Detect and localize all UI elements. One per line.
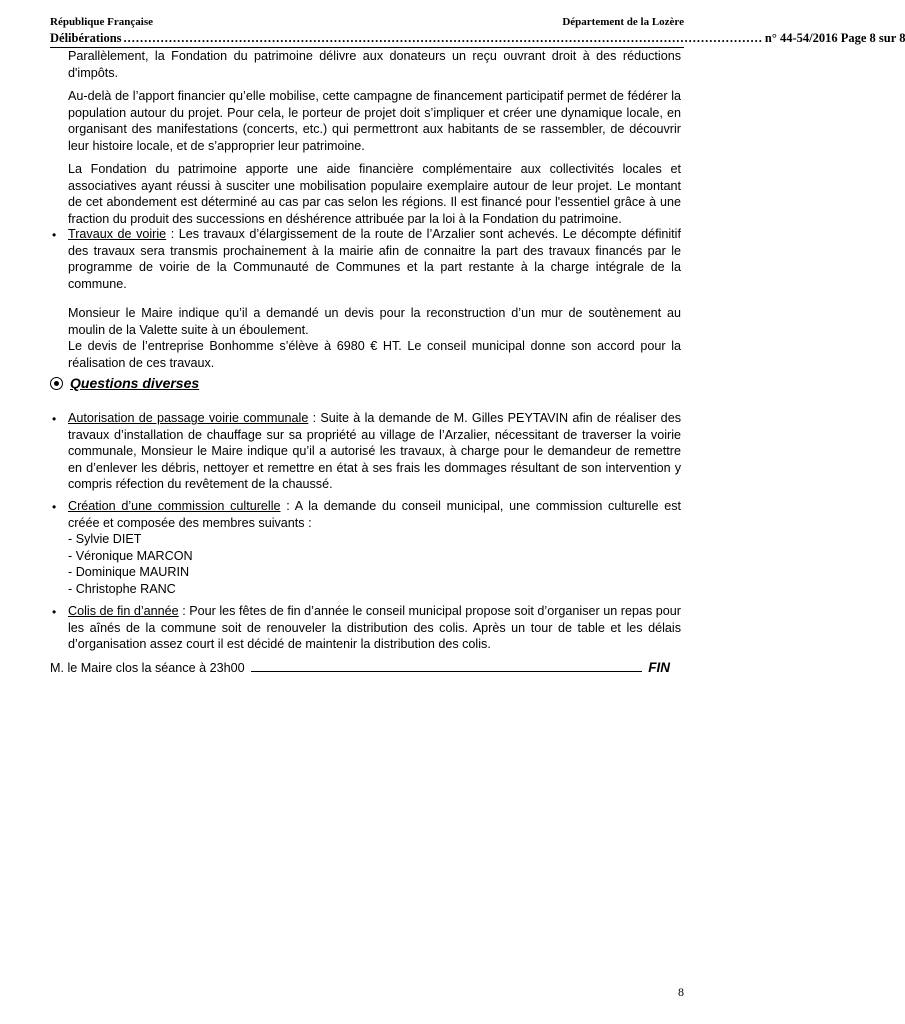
paragraph-devis-bonhomme: Le devis de l’entreprise Bonhomme s’élève à 6980 € HT. Le conseil municipal donne son accord pour la réalisation de ces travaux.	[68, 339, 681, 370]
bullet-autorisation: •	[52, 412, 57, 426]
closing-underline	[251, 659, 643, 672]
colis-text: : Pour les fêtes de fin d’année le conseil municipal propose soit d’organiser un repas pour les aînés de la commune soit de renouveler la distribution des colis. Après un tour de table et les délais d’organisation assez court il est décidé de maintenir la distribution des colis.	[68, 604, 681, 652]
travaux-text: : Les travaux d’élargissement de la route de l’Arzalier sont achevés. Le décompte définitif des travaux sera transmis prochainement à la mairie afin de connaitre la part des travaux financés par le programme de voirie de la Communauté de Communes et la part restante à la charge intégrale de la commune.	[68, 227, 681, 291]
item-colis-fin-annee	[68, 603, 681, 653]
bullet-colis: •	[52, 605, 57, 619]
header-page-ref: Page 8 sur 8	[840, 31, 905, 45]
item-autorisation-passage	[68, 410, 681, 493]
fin-label: FIN	[648, 660, 670, 675]
paragraph-financement-participatif: Au-delà de l’apport financier qu’elle mobilise, cette campagne de financement participatif permet de fédérer la population autour du projet. Pour cela, le porteur de projet doit s’impliquer et créer une dynamique locale, en organisant des manifestations (concerts, etc.) qui permettront aux habitants de se rassembler, de découvrir leur histoire locale, et de s’approprier leur patrimoine.	[68, 89, 681, 153]
commission-members-list	[68, 531, 193, 597]
travaux-title: Travaux de voirie	[68, 227, 167, 241]
paragraph-mur-soutenement: Monsieur le Maire indique qu’il a demandé un devis pour la reconstruction d’un mur de soutènement au moulin de la Valette suite à un éboulement.	[68, 306, 681, 337]
paragraph-aide-financiere: La Fondation du patrimoine apporte une aide financière complémentaire aux collectivités locales et associatives ayant réussi à susciter une mobilisation populaire exemplaire autour de leur projet. Le montant de cet abondement est déterminé au cas par cas selon les régions. Il est financé pour l'essentiel grâce à une fraction du produit des successions en déshérence attribuée par la loi à la Fondation du patrimoine.	[68, 162, 681, 226]
section-questions-diverses	[50, 375, 199, 391]
member-item: - Véronique MARCON	[68, 548, 193, 563]
commission-text: : A la demande du conseil municipal, une commission culturelle est créée et composée des membres suivants :	[68, 499, 681, 530]
paragraph-fondation-recu: Parallèlement, la Fondation du patrimoine délivre aux donateurs un reçu ouvrant droit à des réductions d'impôts.	[68, 49, 681, 80]
page-number: 8	[678, 985, 684, 999]
page-header-top	[50, 16, 684, 29]
commission-title: Création d’une commission culturelle	[68, 499, 281, 513]
member-item: - Sylvie DIET	[68, 532, 142, 546]
autorisation-title: Autorisation de passage voirie communale	[68, 411, 309, 425]
section-title-label: Questions diverses	[70, 375, 200, 391]
page-header-main	[50, 30, 905, 48]
item-commission-culturelle	[68, 498, 681, 531]
colis-title: Colis de fin d’année	[68, 604, 179, 618]
header-republique: République Française	[50, 16, 153, 28]
header-reference	[765, 30, 905, 46]
header-leader-dots: ...........................................................................................................................................................	[123, 31, 763, 45]
item-travaux-voirie	[68, 226, 681, 292]
header-departement: Département de la Lozère	[562, 16, 684, 28]
member-item: - Dominique MAURIN	[68, 565, 190, 580]
bullet-travaux: •	[52, 228, 57, 242]
header-ref-number: n° 44-54/2016	[764, 31, 841, 45]
circled-dot-icon	[50, 377, 63, 390]
closing-text: M. le Maire clos la séance à 23h00	[50, 661, 245, 675]
bullet-commission: •	[52, 500, 57, 514]
closing-line	[50, 659, 670, 676]
header-deliberations: Délibérations	[50, 31, 122, 45]
autorisation-text: : Suite à la demande de M. Gilles PEYTAVIN afin de réaliser des travaux d’installation de chauffage sur sa propriété au village de l’Arzalier, nécessitant de traverser la voirie communale, Monsieur le Maire indique qu’il a autorisé les travaux, à charge pour le demandeur de remettre en d’enlever les débris, nettoyer et remettre en état à ses frais les dommages résultant de son intervention y compris réfection du revêtement de la chaussé.	[68, 411, 681, 492]
member-item: - Christophe RANC	[68, 581, 176, 596]
